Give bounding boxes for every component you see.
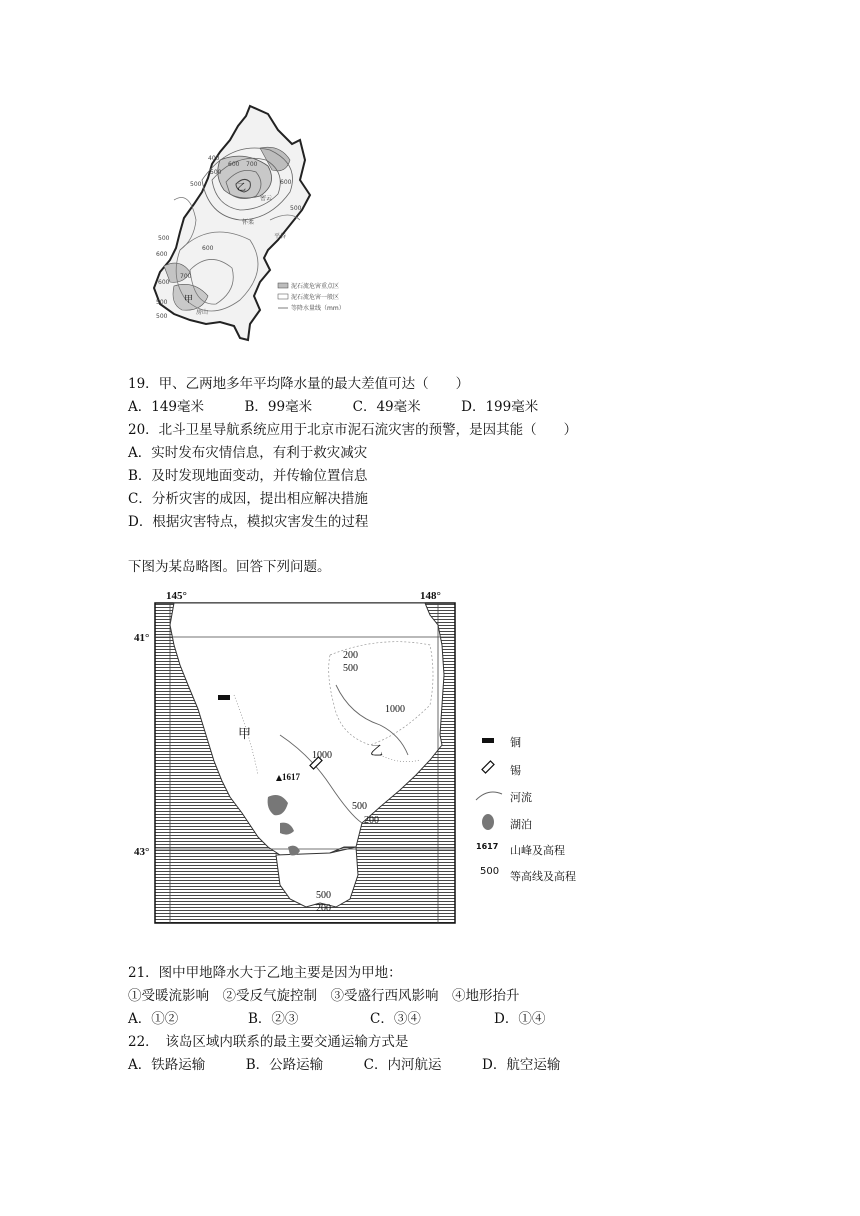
legend-tin-label: 锡 xyxy=(510,764,521,777)
map1-place-miyun: 密云 xyxy=(260,195,273,202)
map2-place-yi: 乙 xyxy=(370,743,384,758)
isoline-label: 500 xyxy=(158,235,170,242)
lon-145-label: 145° xyxy=(166,590,187,602)
contour-label: 1000 xyxy=(385,704,405,715)
map1-place-yi: 乙 xyxy=(237,182,247,192)
legend-lake-symbol xyxy=(482,814,494,830)
q20-option-c: C．分析灾害的成因，提出相应解决措施 xyxy=(128,491,368,507)
q20-option-b: B．及时发现地面变动，并传输位置信息 xyxy=(128,468,368,484)
isoline-label: 500 xyxy=(190,181,202,188)
isoline-label: 500 xyxy=(210,169,222,176)
q20-option-a: A．实时发布灾情信息，有利于救灾减灾 xyxy=(128,445,368,461)
q21-option-d: D．①④ xyxy=(494,1011,546,1027)
legend-peak-label: 山峰及高程 xyxy=(510,844,565,857)
map1-legend-heavy: 泥石流危害重点区 xyxy=(291,283,340,290)
isoline-label: 600 xyxy=(228,161,240,168)
map1-place-huairou: 怀柔 xyxy=(242,219,255,226)
q22-stem: 22． 该岛区域内联系的最主要交通运输方式是 xyxy=(128,1034,409,1050)
map1-legend xyxy=(278,282,345,312)
peak-label: 1617 xyxy=(282,772,300,782)
q21-option-b: B．②③ xyxy=(248,1011,299,1027)
lat-41-label: 41° xyxy=(134,632,150,644)
isoline-label: 600 xyxy=(280,179,292,186)
copper-symbol xyxy=(218,695,230,700)
contour-label: 500 xyxy=(343,663,358,674)
contour-label: 200 xyxy=(343,650,358,661)
isoline-label: 700 xyxy=(180,273,192,280)
contour-label: 1000 xyxy=(312,750,332,761)
legend-river-label: 河流 xyxy=(510,791,532,804)
contour-label: 200 xyxy=(316,903,331,914)
q22-options: A．铁路运输 B．公路运输 C．内河航运 D．航空运输 xyxy=(128,1057,561,1073)
legend-peak-value: 1617 xyxy=(476,842,499,851)
q20-stem: 20．北斗卫星导航系统应用于北京市泥石流灾害的预警，是因其能（ ） xyxy=(128,422,578,438)
island-legend xyxy=(470,730,590,890)
beijing-debris-flow-map xyxy=(150,100,480,350)
intro-island: 下图为某岛略图。回答下列问题。 xyxy=(128,559,331,575)
q20-option-d: D．根据灾害特点，模拟灾害发生的过程 xyxy=(128,514,369,530)
isoline-label: 400 xyxy=(208,155,220,162)
map2-place-jia: 甲 xyxy=(238,726,252,741)
q19-stem: 19．甲、乙两地多年平均降水量的最大差值可达（ ） xyxy=(128,376,470,392)
legend-contour-value: 500 xyxy=(480,866,500,877)
q21-option-a: A．①② xyxy=(128,1011,179,1027)
map1-place-fangshan: 房山 xyxy=(196,309,209,316)
legend-copper-symbol xyxy=(482,738,494,743)
isoline-label: 600 xyxy=(158,279,170,286)
legend-lake-label: 湖泊 xyxy=(510,818,532,831)
map1-legend-isoline: 等降水量线（mm） xyxy=(291,305,345,312)
q21-stem: 21．图中甲地降水大于乙地主要是因为甲地： xyxy=(128,965,402,981)
q19-options: A．149毫米 B．99毫米 C．49毫米 D．199毫米 xyxy=(128,399,539,415)
contour-label: 200 xyxy=(364,815,379,826)
isoline-label: 500 xyxy=(290,205,302,212)
contour-label: 500 xyxy=(352,801,367,812)
isoline-label: 600 xyxy=(202,245,214,252)
legend-contour-label: 等高线及高程 xyxy=(510,870,576,883)
legend-copper-label: 铜 xyxy=(510,736,521,749)
isoline-label: 500 xyxy=(156,299,168,306)
legend-river-symbol xyxy=(476,792,502,800)
map1-place-pinggu: 平谷 xyxy=(274,233,287,240)
lon-148-label: 148° xyxy=(420,590,441,602)
q21-option-c: C．③④ xyxy=(370,1011,421,1027)
map1-place-jia: 甲 xyxy=(184,294,194,304)
map1-legend-general: 泥石流危害一般区 xyxy=(291,294,340,301)
isoline-label: 700 xyxy=(246,161,258,168)
contour-label: 500 xyxy=(316,890,331,901)
lat-43-label: 43° xyxy=(134,846,150,858)
q21-choices: ①受暖流影响 ②受反气旋控制 ③受盛行西风影响 ④地形抬升 xyxy=(128,988,520,1004)
legend-tin-symbol xyxy=(482,761,494,773)
isoline-label: 500 xyxy=(156,313,168,320)
isoline-label: 600 xyxy=(156,251,168,258)
